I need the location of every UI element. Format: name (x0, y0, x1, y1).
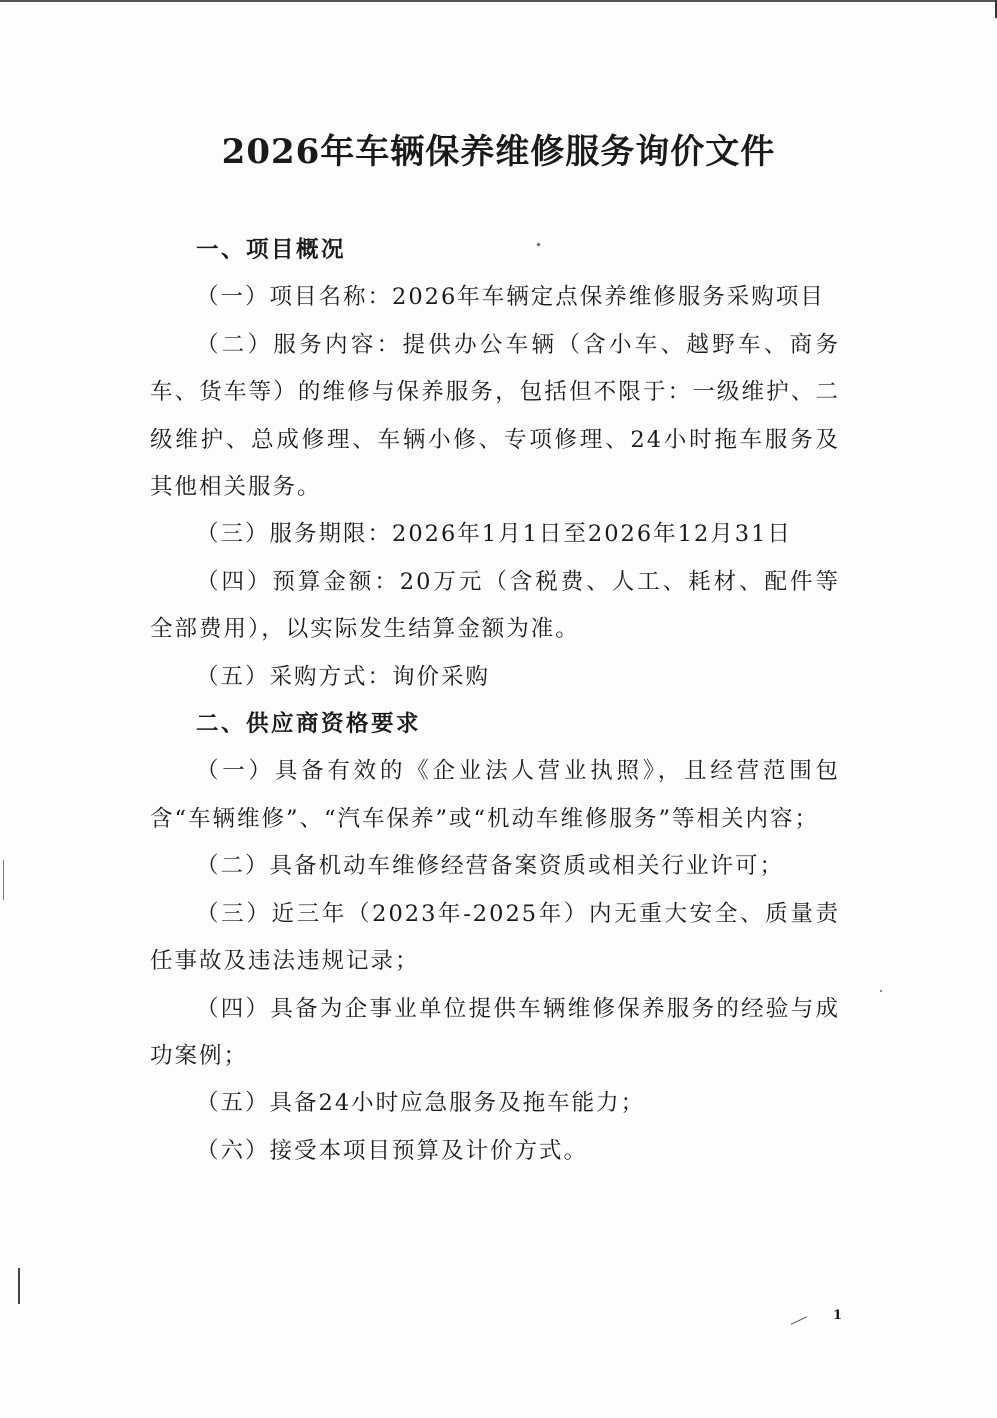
pen-mark-artifact (791, 1316, 808, 1325)
document-body (150, 227, 840, 1175)
paragraph: （六）接受本项目预算及计价方式。 (196, 1137, 589, 1164)
scan-mark-artifact (3, 860, 4, 900)
section-heading: 二、供应商资格要求 (196, 711, 422, 738)
scan-border-artifact (0, 0, 997, 2)
paragraph: （五）采购方式：询价采购 (196, 663, 491, 690)
paragraph: （一）具备有效的《企业法人营业执照》，且经营范围包含“车辆维修”、“汽车保养”或“机动车维修服务”等相关内容； (150, 758, 840, 832)
paragraph: （三）服务期限：2026年1月1日至2026年12月31日 (196, 521, 792, 548)
scan-speck-artifact (880, 990, 882, 992)
paragraph: （一）项目名称：2026年车辆定点保养维修服务采购项目 (196, 284, 825, 311)
paragraph: （二）服务内容：提供办公车辆（含小车、越野车、商务车、货车等）的维修与保养服务，包括但不限于：一级维护、二级维护、总成修理、车辆小修、专项修理、24小时拖车服务及其他相关服务。 (150, 331, 840, 501)
paragraph: （四）预算金额：20万元（含税费、人工、耗材、配件等全部费用），以实际发生结算金额为准。 (150, 568, 840, 643)
scan-mark-artifact (18, 1268, 20, 1304)
section-heading: 一、项目概况 (196, 237, 347, 263)
document-title: 2026年车辆保养维修服务询价文件 (221, 132, 776, 172)
paragraph: （二）具备机动车维修经营备案资质或相关行业许可； (196, 853, 785, 880)
paragraph: （五）具备24小时应急服务及拖车能力； (196, 1090, 646, 1117)
paragraph: （三）近三年（2023年-2025年）内无重大安全、质量责任事故及违法违规记录； (150, 900, 840, 975)
page-number: 1 (833, 1308, 843, 1323)
paragraph: （四）具备为企事业单位提供车辆维修保养服务的经验与成功案例； (150, 995, 840, 1069)
